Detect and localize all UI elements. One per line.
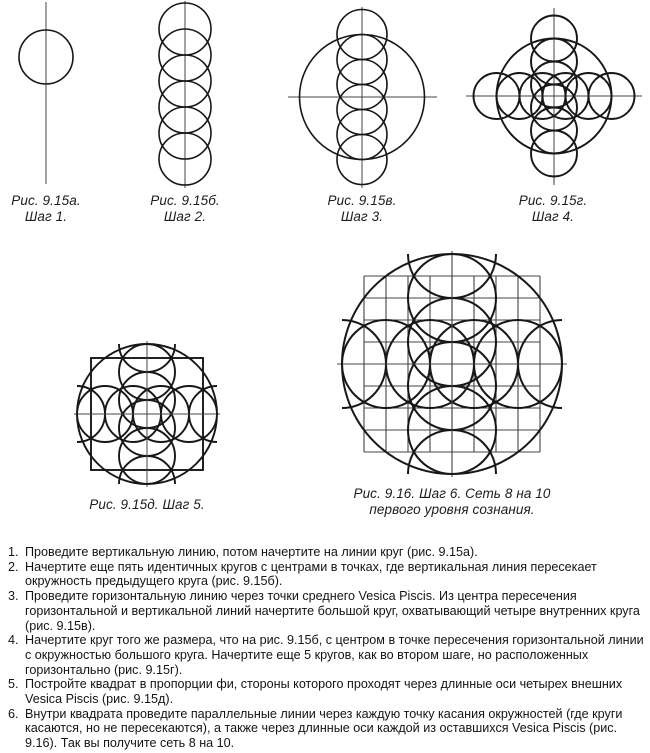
instruction-step-5	[8, 677, 645, 706]
instruction-step-6	[8, 707, 645, 751]
step-number: 5.	[8, 677, 19, 692]
step-text: Начертите еще пять идентичных кругов с центрами в точках, где вертикальная линия пересекает окружность предыдущего круга (рис. 9.15б).	[25, 559, 597, 589]
caption-line: Рис. 9.15г.	[518, 193, 588, 208]
caption-line: Рис. 9.15б.	[150, 193, 220, 208]
step-text: Начертите круг того же размера, что на рис. 9.15б, с центром в точке пересечения горизонтальной линии с окружностью большого круга. Начертите еще 5 кругов, как во втором шаге, но расположенных горизонтально (рис. 9.15г).	[25, 633, 644, 677]
step-number: 2.	[8, 559, 19, 574]
caption-line: Рис. 9.15в.	[327, 193, 397, 208]
figure-caption-9-15b	[115, 193, 255, 225]
caption-line: Шаг 2.	[163, 209, 207, 224]
step-number: 3.	[8, 589, 19, 604]
figure-caption-9-15v	[292, 193, 432, 225]
step-number: 1.	[8, 545, 19, 559]
caption-line: Рис. 9.15д. Шаг 5.	[89, 497, 205, 512]
caption-line: Шаг 4.	[531, 209, 575, 224]
diagram-step2-vertical-circle-chain	[132, 0, 240, 192]
caption-line: Рис. 9.16. Шаг 6. Сеть 8 на 10	[353, 486, 551, 501]
instruction-step-1	[8, 545, 645, 560]
instruction-step-3	[8, 589, 645, 633]
caption-line: Шаг 3.	[340, 209, 384, 224]
step-text: Проведите горизонтальную линию через точки среднего Vesica Piscis. Из центра пересечения горизонтальной и вертикальной линий начертите большой круг, охватывающий четыре внутренних круга (рис. 9.15в).	[25, 589, 640, 633]
caption-line: Шаг 1.	[24, 209, 68, 224]
figure-caption-9-15a	[0, 193, 116, 225]
step-number: 6.	[8, 706, 19, 721]
diagram-step3-big-circle-around-chain	[283, 0, 441, 196]
figure-caption-9-15d	[67, 497, 227, 513]
figure-caption-9-16	[347, 486, 557, 518]
step-number: 4.	[8, 633, 19, 648]
diagram-step1-circle-on-vertical-line	[0, 0, 100, 192]
diagram-step4-circle-cross	[458, 0, 650, 194]
step-text: Внутри квадрата проведите параллельные линии через каждую точку касания окружностей (где круги касаются, но не пересекаются), а также через длинные оси каждой из оставшихся Vesica Piscis (рис. 9.16). Так вы получите сеть 8 на 10.	[25, 706, 623, 751]
step-text: Проведите вертикальную линию, потом начертите на линии круг (рис. 9.15а).	[25, 545, 478, 559]
caption-line: первого уровня сознания.	[369, 502, 535, 517]
instruction-step-4	[8, 633, 645, 677]
figure-caption-9-15g	[483, 193, 623, 225]
instructions-list	[8, 545, 645, 751]
diagram-step6-grid-8x10	[331, 245, 573, 481]
diagram-step5-phi-square	[68, 335, 228, 491]
caption-line: Рис. 9.15а.	[11, 193, 81, 208]
instruction-step-2	[8, 560, 645, 589]
step-text: Постройте квадрат в пропорции фи, стороны которого проходят через длинные оси четырех внешних Vesica Piscis (рис. 9.15д).	[25, 677, 623, 707]
